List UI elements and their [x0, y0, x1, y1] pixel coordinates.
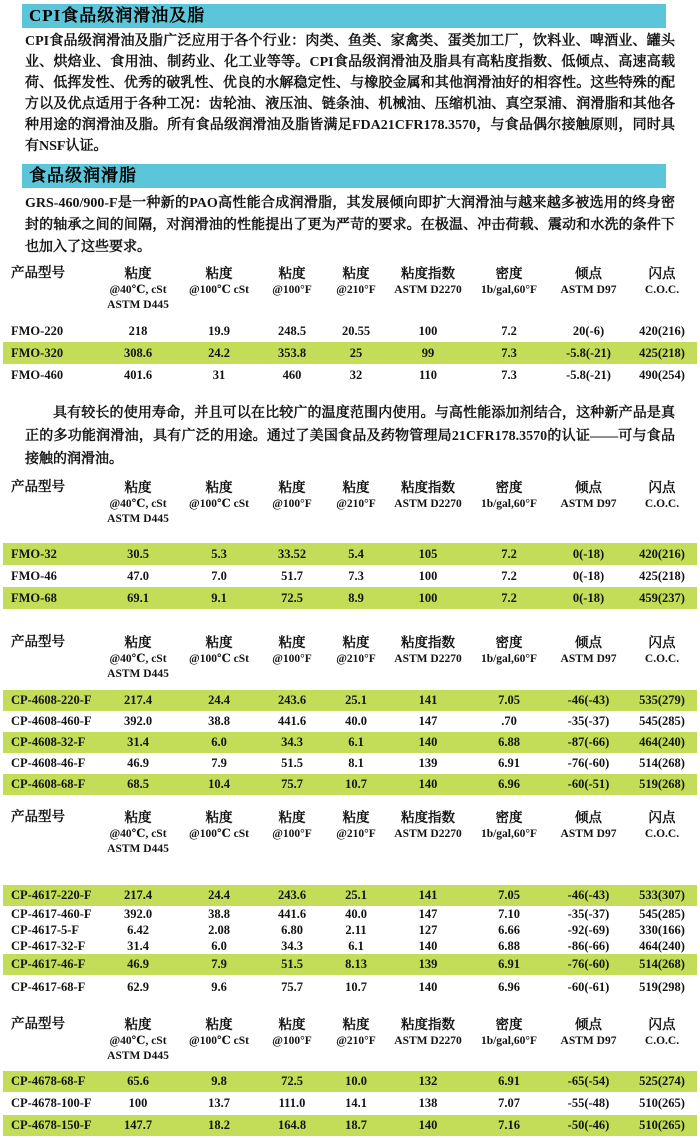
table-cell: 490(254): [639, 367, 685, 382]
table-cell: 9.1: [211, 590, 227, 605]
table-cell: 217.4: [123, 693, 153, 707]
column-header: 倾点 ASTM D97: [560, 1017, 617, 1047]
table-cell: 420(216): [639, 546, 685, 561]
spec-table-cp-4678: [3, 1016, 697, 1136]
column-header: 粘度指数 ASTM D2270: [394, 635, 462, 665]
column-header: 闪点 C.O.C.: [644, 266, 680, 296]
table-cell: -46(-43): [567, 693, 610, 707]
table-cell: 139: [418, 756, 438, 770]
table-cell: 7.07: [498, 1096, 520, 1110]
table-row: [3, 885, 697, 906]
table-cell: 514(268): [639, 756, 685, 770]
table-cell: 46.9: [127, 957, 149, 971]
column-header: 粘度 @40℃, cSt ASTM D445: [107, 1017, 169, 1062]
table-cell: 217.4: [123, 888, 153, 902]
table-cell: 8.1: [348, 756, 364, 770]
table-header-row: [3, 809, 697, 857]
table-cell: 459(237): [639, 590, 685, 605]
intro-paragraph: CPI食品级润滑油及脂广泛应用于各个行业：肉类、鱼类、家禽类、蛋类加工厂，饮料业、啤酒业、罐头业、烘焙业、食用油、制药业、化工业等等。CPI食品级润滑油及脂具有高粘度指数、低倾点、高速高载荷、低挥发性、优秀的破乳性、优良的水解稳定性、与橡胶金属和其他润滑油好的相容性。这些特殊的配方以及优点适用于各种工况：齿轮油、液压油、链条油、机械油、压缩机油、真空泵浦、润滑脂和其他各种用途的润滑油及脂。所有食品级润滑油及脂皆满足FDA21CFR178.3570，与食品偶尔接触原则，同时具有NSF认证。: [25, 34, 675, 154]
table-header-row: [3, 265, 697, 313]
table-cell: 6.88: [498, 735, 520, 749]
table-cell: 65.6: [127, 1074, 149, 1088]
table-cell: 38.8: [208, 714, 230, 728]
table-cell: 7.2: [501, 546, 517, 561]
table-cell: 9.6: [211, 979, 227, 994]
table-cell: 545(285): [639, 714, 685, 728]
spec-table-cp-4608: [3, 634, 697, 795]
table-cell: 46.9: [127, 756, 149, 770]
table-cell: 75.7: [281, 979, 303, 994]
column-header: 粘度 @40℃, cSt ASTM D445: [107, 635, 169, 680]
table-cell: 24.4: [208, 888, 230, 902]
column-header: 粘度 @100°F: [272, 480, 312, 510]
product-model-cell: CP-4608-220-F: [11, 693, 92, 707]
table-cell: 7.16: [498, 1118, 520, 1132]
table-cell: 464(240): [639, 938, 685, 953]
table-row: [3, 565, 697, 587]
column-header: 粘度 @100°F: [272, 810, 312, 840]
table-cell: -35(-37): [567, 714, 610, 728]
table-cell: 392.0: [123, 714, 153, 728]
table-cell: 330(166): [639, 922, 685, 937]
table-row: [3, 954, 697, 975]
table-cell: -92(-69): [567, 922, 610, 937]
table-cell: 51.5: [281, 756, 303, 770]
column-header: 粘度 @100°F: [272, 1017, 312, 1047]
table-cell: 308.6: [123, 345, 153, 360]
table-cell: 75.7: [281, 777, 303, 791]
column-header: 倾点 ASTM D97: [560, 810, 617, 840]
column-header: 密度 1b/gal,60°F: [480, 810, 538, 840]
table-cell: 51.5: [281, 957, 303, 971]
table-row: [3, 938, 697, 954]
table-cell: 5.3: [211, 546, 227, 561]
table-cell: 510(265): [639, 1096, 685, 1110]
table-cell: 32: [349, 367, 363, 382]
column-header: 粘度 @210°F: [336, 635, 376, 665]
table-row: [3, 732, 697, 753]
table-cell: 218: [128, 323, 148, 338]
table-cell: 6.0: [211, 735, 227, 749]
table-cell: -50(-46): [567, 1118, 610, 1132]
column-header: 闪点 C.O.C.: [644, 635, 680, 665]
column-header: 粘度 @100℃ cSt: [189, 1017, 249, 1047]
table-cell: 6.91: [498, 1074, 520, 1088]
table-cell: 111.0: [278, 1096, 306, 1110]
table-cell: 6.96: [498, 979, 520, 994]
table-cell: 141: [418, 888, 438, 902]
column-header: 密度 1b/gal,60°F: [480, 1017, 538, 1047]
table-cell: 392.0: [123, 906, 153, 921]
column-header: 粘度 @210°F: [336, 266, 376, 296]
column-header: 闪点 C.O.C.: [644, 810, 680, 840]
table-cell: 6.1: [348, 938, 364, 953]
table-cell: 2.08: [208, 922, 230, 937]
table-cell: 51.7: [281, 568, 303, 583]
table-cell: 25: [349, 345, 363, 360]
table-cell: 6.1: [348, 735, 364, 749]
column-header: 粘度 @100℃ cSt: [189, 266, 249, 296]
product-model-cell: FMO-68: [11, 590, 57, 605]
table-cell: -46(-43): [567, 888, 610, 902]
oil-note-paragraph: 具有较长的使用寿命，并且可以在比较广的温度范围内使用。与高性能添加剂结合，这种新产品是真正的多功能润滑油，具有广泛的用途。通过了美国食品及药物管理局21CFR178.3570的认证——可与食品接触的润滑油。: [25, 406, 675, 467]
table-cell: 7.2: [501, 568, 517, 583]
table-cell: 6.88: [498, 938, 520, 953]
table-cell: 139: [418, 957, 438, 971]
column-header-product: 产品型号: [11, 1016, 65, 1031]
table-cell: 141: [418, 693, 438, 707]
spec-table-fmo-32-68: [3, 479, 697, 609]
table-cell: -55(-48): [567, 1096, 610, 1110]
table-cell: 40.0: [345, 906, 367, 921]
table-cell: 248.5: [277, 323, 307, 338]
table-cell: 110: [418, 367, 438, 382]
table-cell: 100: [418, 568, 438, 583]
table-cell: -5.8(-21): [566, 367, 611, 382]
table-cell: 525(274): [639, 1074, 685, 1088]
table-cell: 72.5: [281, 590, 303, 605]
product-model-cell: FMO-460: [11, 367, 64, 382]
table-cell: 6.42: [127, 922, 149, 937]
table-cell: 8.9: [348, 590, 364, 605]
table-cell: 147: [418, 714, 438, 728]
table-cell: 18.2: [208, 1118, 230, 1132]
table-cell: 33.52: [277, 546, 307, 561]
table-row: [3, 922, 697, 938]
table-cell: 10.4: [208, 777, 230, 791]
table-cell: 127: [418, 922, 438, 937]
table-cell: 441.6: [277, 714, 307, 728]
product-model-cell: FMO-32: [11, 546, 57, 561]
product-model-cell: CP-4678-68-F: [11, 1074, 86, 1088]
column-header: 粘度 @100°F: [272, 266, 312, 296]
column-header: 粘度 @210°F: [336, 1017, 376, 1047]
table-cell: 62.9: [127, 979, 149, 994]
table-cell: 545(285): [639, 906, 685, 921]
table-cell: 25.1: [345, 693, 367, 707]
table-cell: -86(-66): [567, 938, 610, 953]
table-cell: 20.55: [341, 323, 371, 338]
product-model-cell: CP-4678-150-F: [11, 1118, 92, 1132]
table-cell: 6.80: [281, 922, 303, 937]
table-cell: 6.96: [498, 777, 520, 791]
table-cell: 9.8: [211, 1074, 227, 1088]
table-cell: 7.05: [498, 888, 520, 902]
table-cell: 514(268): [639, 957, 685, 971]
table-cell: 20(-6): [572, 323, 605, 338]
document-page: [0, 4, 700, 1136]
product-model-cell: CP-4608-460-F: [11, 714, 92, 728]
table-row: [3, 1093, 697, 1114]
table-cell: 140: [418, 1118, 438, 1132]
table-cell: 6.91: [498, 957, 520, 971]
table-cell: -76(-60): [567, 957, 610, 971]
table-cell: 10.7: [345, 777, 367, 791]
table-cell: 7.9: [211, 756, 227, 770]
column-header: 粘度 @100℃ cSt: [189, 480, 249, 510]
table-row: [3, 906, 697, 922]
column-header: 密度 1b/gal,60°F: [480, 266, 538, 296]
table-cell: 13.7: [208, 1096, 230, 1110]
table-cell: 7.10: [498, 906, 520, 921]
table-cell: 34.3: [281, 938, 303, 953]
table-cell: 6.0: [211, 938, 227, 953]
table-cell: 510(265): [639, 1118, 685, 1132]
column-header: 粘度 @210°F: [336, 810, 376, 840]
table-cell: 441.6: [277, 906, 307, 921]
table-cell: .70: [501, 714, 517, 728]
column-header: 粘度指数 ASTM D2270: [394, 1017, 462, 1047]
column-header-product: 产品型号: [11, 809, 65, 824]
table-cell: 6.91: [498, 756, 520, 770]
table-cell: 7.05: [498, 693, 520, 707]
column-header: 粘度指数 ASTM D2270: [394, 810, 462, 840]
table-cell: 132: [418, 1074, 438, 1088]
table-cell: 7.3: [348, 568, 364, 583]
column-header-product: 产品型号: [11, 479, 65, 494]
table-cell: 105: [418, 546, 438, 561]
column-header: 倾点 ASTM D97: [560, 635, 617, 665]
column-header: 粘度 @210°F: [336, 480, 376, 510]
table-cell: 69.1: [127, 590, 149, 605]
table-cell: -87(-66): [567, 735, 610, 749]
table-row: [3, 690, 697, 711]
table-cell: 72.5: [281, 1074, 303, 1088]
table-cell: 31.4: [127, 938, 149, 953]
product-model-cell: FMO-220: [11, 323, 64, 338]
table-row: [3, 320, 697, 342]
table-cell: 7.2: [501, 590, 517, 605]
table-row: [3, 342, 697, 364]
table-cell: 0(-18): [572, 590, 605, 605]
table-row: [3, 587, 697, 609]
column-header: 倾点 ASTM D97: [560, 266, 617, 296]
table-cell: 7.9: [211, 957, 227, 971]
table-cell: 460: [282, 367, 302, 382]
spec-table-cp-4617: [3, 809, 697, 995]
table-cell: 25.1: [345, 888, 367, 902]
table-cell: 68.5: [127, 777, 149, 791]
table-cell: 14.1: [345, 1096, 367, 1110]
product-model-cell: FMO-320: [11, 345, 64, 360]
table-cell: 31: [212, 367, 226, 382]
table-cell: 140: [418, 735, 438, 749]
table-cell: 18.7: [345, 1118, 367, 1132]
table-header-row: [3, 479, 697, 527]
table-row: [3, 774, 697, 795]
table-cell: 100: [418, 590, 438, 605]
table-cell: 0(-18): [572, 568, 605, 583]
table-row: [3, 1071, 697, 1092]
table-cell: 140: [418, 938, 438, 953]
table-cell: 2.11: [345, 922, 367, 937]
table-row: [3, 543, 697, 565]
table-cell: 7.2: [501, 323, 517, 338]
table-cell: 464(240): [639, 735, 685, 749]
table-cell: 353.8: [277, 345, 307, 360]
table-cell: -76(-60): [567, 756, 610, 770]
table-row: [3, 979, 697, 995]
table-cell: 24.4: [208, 693, 230, 707]
table-row: [3, 364, 697, 386]
product-model-cell: CP-4617-460-F: [11, 906, 92, 921]
table-cell: 34.3: [281, 735, 303, 749]
column-header: 密度 1b/gal,60°F: [480, 480, 538, 510]
table-cell: 243.6: [277, 693, 307, 707]
product-model-cell: CP-4608-32-F: [11, 735, 86, 749]
table-cell: 5.4: [348, 546, 364, 561]
table-cell: 10.0: [345, 1074, 367, 1088]
table-cell: 140: [418, 979, 438, 994]
column-header-product: 产品型号: [11, 265, 65, 280]
table-cell: 147: [418, 906, 438, 921]
column-header: 粘度 @40℃, cSt ASTM D445: [107, 480, 169, 525]
table-cell: 30.5: [127, 546, 149, 561]
table-cell: 425(218): [639, 345, 685, 360]
product-model-cell: CP-4617-68-F: [11, 979, 86, 994]
table-cell: 138: [418, 1096, 438, 1110]
table-cell: 243.6: [277, 888, 307, 902]
column-header-product: 产品型号: [11, 634, 65, 649]
column-header: 闪点 C.O.C.: [644, 1017, 680, 1047]
column-header: 闪点 C.O.C.: [644, 480, 680, 510]
column-header: 粘度 @100℃ cSt: [189, 635, 249, 665]
table-cell: -60(-51): [567, 777, 610, 791]
table-cell: 47.0: [127, 568, 149, 583]
table-cell: -65(-54): [567, 1074, 610, 1088]
product-model-cell: CP-4617-5-F: [11, 922, 80, 937]
table-cell: 100: [418, 323, 438, 338]
table-cell: 533(307): [639, 888, 685, 902]
column-header: 粘度指数 ASTM D2270: [394, 266, 462, 296]
table-cell: 100: [128, 1096, 148, 1110]
table-cell: 99: [421, 345, 435, 360]
table-row: [3, 753, 697, 774]
column-header: 粘度 @100℃ cSt: [189, 810, 249, 840]
product-model-cell: CP-4608-68-F: [11, 777, 86, 791]
column-header: 倾点 ASTM D97: [560, 480, 617, 510]
table-cell: 140: [418, 777, 438, 791]
table-cell: 8.13: [345, 957, 367, 971]
table-cell: 0(-18): [572, 546, 605, 561]
table-cell: 38.8: [208, 906, 230, 921]
product-model-cell: CP-4617-46-F: [11, 957, 86, 971]
column-header: 粘度 @40℃, cSt ASTM D445: [107, 266, 169, 311]
table-cell: 535(279): [639, 693, 685, 707]
table-cell: -60(-61): [567, 979, 610, 994]
grease-paragraph: GRS-460/900-F是一种新的PAO高性能合成润滑脂，其发展倾向即扩大润滑油与越来越多被选用的终身密封的轴承之间的间隔，对润滑油的性能提出了更为严苛的要求。在极温、冲击荷载、震动和水洗的条件下也加入了这些要求。: [25, 196, 675, 255]
table-cell: 31.4: [127, 735, 149, 749]
table-cell: 6.66: [498, 922, 520, 937]
product-model-cell: FMO-46: [11, 568, 57, 583]
product-model-cell: CP-4678-100-F: [11, 1096, 92, 1110]
table-cell: 10.7: [345, 979, 367, 994]
table-cell: 420(216): [639, 323, 685, 338]
table-cell: 425(218): [639, 568, 685, 583]
column-header: 粘度 @100°F: [272, 635, 312, 665]
column-header: 粘度 @40℃, cSt ASTM D445: [107, 810, 169, 855]
column-header: 粘度指数 ASTM D2270: [394, 480, 462, 510]
column-header: 密度 1b/gal,60°F: [480, 635, 538, 665]
table-cell: 24.2: [208, 345, 230, 360]
table-cell: 7.0: [211, 568, 227, 583]
table-cell: 40.0: [345, 714, 367, 728]
grease-title-banner: 食品级润滑脂: [22, 164, 666, 188]
table-cell: 401.6: [123, 367, 153, 382]
product-model-cell: CP-4608-46-F: [11, 756, 86, 770]
product-model-cell: CP-4617-32-F: [11, 938, 86, 953]
table-header-row: [3, 1016, 697, 1064]
spec-table-fmo-220-460: [3, 265, 697, 386]
table-cell: -35(-37): [567, 906, 610, 921]
table-cell: 7.3: [501, 345, 517, 360]
table-cell: 19.9: [208, 323, 230, 338]
product-model-cell: CP-4617-220-F: [11, 888, 92, 902]
table-cell: 519(268): [639, 777, 685, 791]
table-cell: 7.3: [501, 367, 517, 382]
table-row: [3, 711, 697, 732]
table-row: [3, 1115, 697, 1136]
table-cell: 147.7: [123, 1118, 153, 1132]
main-title-banner: CPI食品级润滑油及脂: [22, 4, 666, 28]
table-cell: 164.8: [277, 1118, 307, 1132]
table-header-row: [3, 634, 697, 682]
table-cell: 519(298): [639, 979, 685, 994]
table-cell: -5.8(-21): [566, 345, 611, 360]
